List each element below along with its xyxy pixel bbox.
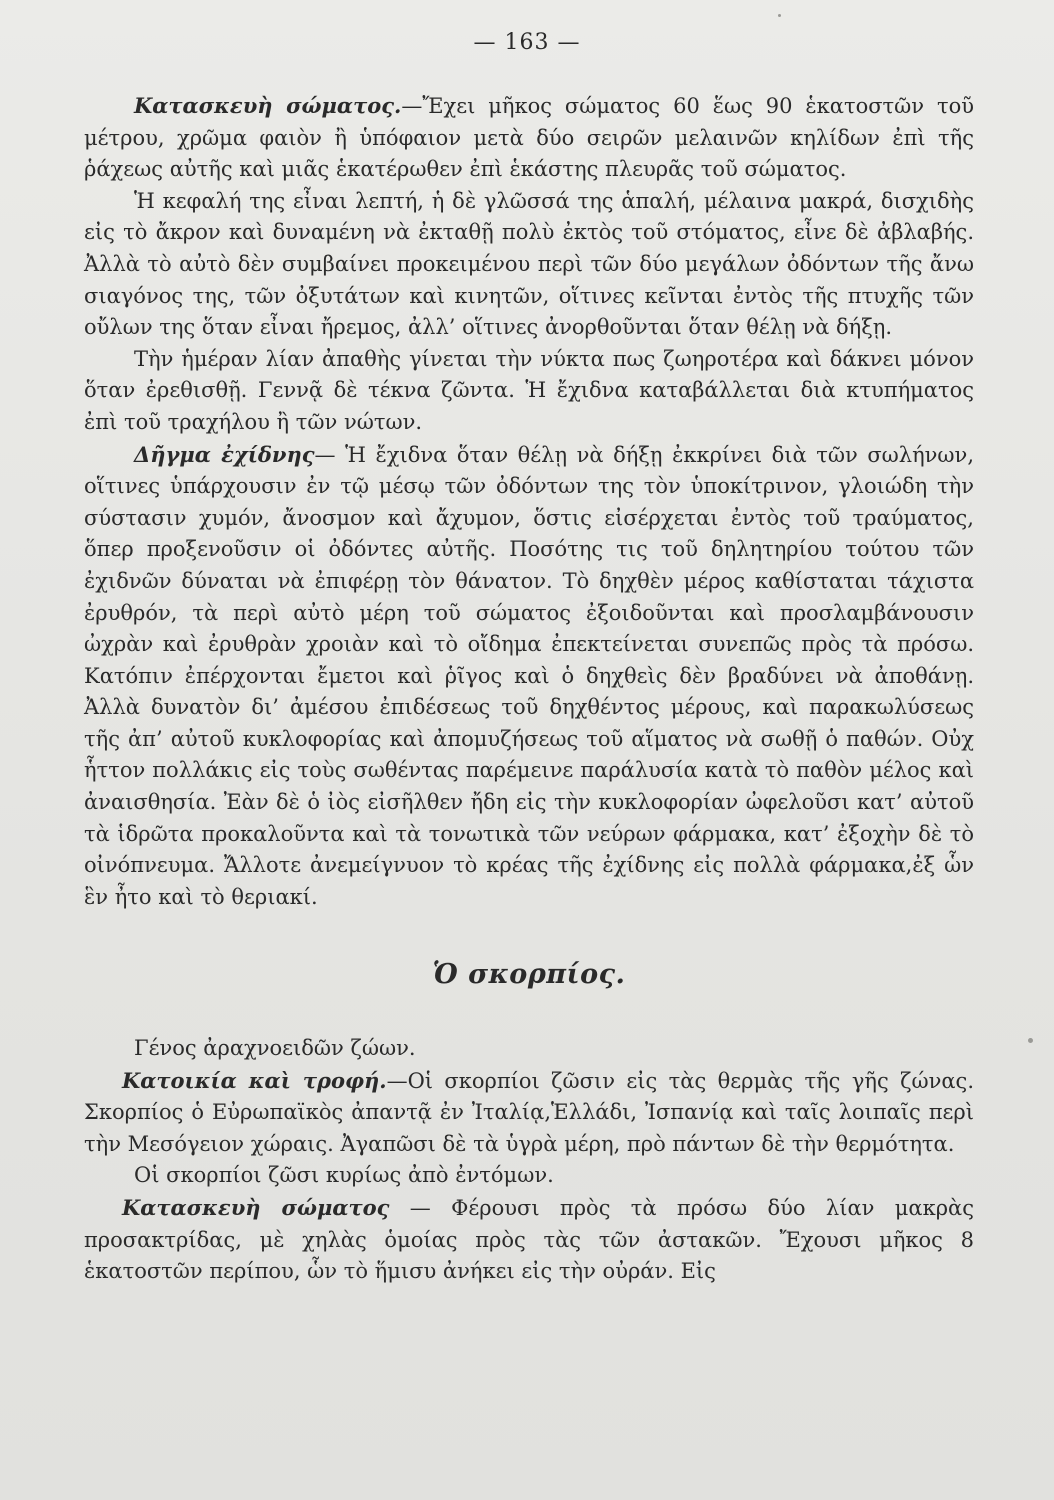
viper-head-paragraph: Ἡ κεφαλή της εἶναι λεπτή, ἡ δὲ γλῶσσά της ἁπαλή, μέλαινα μακρά, δισχιδὴς εἰς τὸ ἄκρον καὶ δυναμένη νὰ ἐκταθῇ πολὺ ἐκτὸς τοῦ στόματος, εἶνε δὲ ἀβλαβής. Ἀλλὰ τὸ αὐτὸ δὲν συμβαίνει προκειμένου περὶ τῶν δύο μεγάλων ὀδόντων τῆς ἄνω σιαγόνος της, τῶν ὀξυτάτων καὶ κινητῶν, οἵτινες κεῖνται ἐντὸς τῆς πτυχῆς τῶν οὔλων της ὅταν εἶναι ἤρεμος, ἀλλ’ οἵτινες ἀνορθοῦνται ὅταν θέλῃ νὰ δήξῃ. bbox=[84, 188, 974, 340]
paper-speck bbox=[1028, 1038, 1033, 1043]
scorpion-body-construction-paragraph bbox=[84, 1192, 974, 1288]
viper-body-construction-paragraph bbox=[84, 90, 974, 186]
scorpion-habitat-paragraph bbox=[84, 1065, 974, 1161]
paragraph-text: —Οἱ σκορπίοι ζῶσιν εἰς τὰς θερμὰς τῆς γῆς ζώνας. Σκορπίος ὁ Εὐρωπαϊκὸς ἀπαντᾷ ἐν Ἰταλίᾳ,Ἑλλάδι, Ἰσπανίᾳ καὶ ταῖς λοιπαῖς περὶ τὴν Μεσόγειον χώραις. Ἀγαπῶσι δὲ τὰ ὑγρὰ μέρη, πρὸ πάντων δὲ τὴν θερμότητα. bbox=[84, 1068, 974, 1156]
viper-bite-paragraph bbox=[84, 439, 974, 914]
paragraph-lead-heading: Κατασκευὴ σώματος bbox=[122, 1195, 390, 1220]
paragraph-text: — Ἡ ἔχιδνα ὅταν θέλῃ νὰ δήξῃ ἐκκρίνει διὰ τῶν σωλήνων, οἵτινες ὑπάρχουσιν ἐν τῷ μέσῳ τῶν ὀδόντων της τὸν ὑποκίτρινον, γλοιώδη τὴν σύστασιν χυμόν, ἄνοσμον καὶ ἄχυμον, ὅστις εἰσέρχεται ἐντὸς τοῦ τραύματος, ὅπερ προξενοῦσιν οἱ ὀδόντες αὐτῆς. Ποσότης τις τοῦ δηλητηρίου τούτου τῶν ἐχιδνῶν δύναται νὰ ἐπιφέρῃ τὸν θάνατον. Τὸ δηχθὲν μέρος καθίσταται τάχιστα ἐρυθρόν, τὰ περὶ αὐτὸ μέρη τοῦ σώματος ἐξοιδοῦνται καὶ προσλαμβάνουσιν ὠχρὰν καὶ ἐρυθρὰν χροιὰν καὶ τὸ οἴδημα ἐπεκτείνεται συνεπῶς πρὸς τὰ πρόσω. Κατόπιν ἐπέρχονται ἔμετοι καὶ ῥῖγος καὶ ὁ δηχθεὶς δὲν βραδύνει νὰ ἀποθάνῃ. Ἀλλὰ δυνατὸν δι’ ἀμέσου ἐπιδέσεως τοῦ δηχθέντος μέρους, καὶ παρακωλύσεως τῆς ἀπ’ αὐτοῦ κυκλοφορίας καὶ ἀπομυζήσεως τοῦ αἵματος νὰ σωθῇ ὁ παθών. Οὐχ ἧττον πολλάκις εἰς τοὺς σωθέντας παρέμεινε παράλυσία κατὰ τὸ παθὸν μέλος καὶ ἀναισθησία. Ἐὰν δὲ ὁ ἰὸς εἰσῆλθεν ἤδη εἰς τὴν κυκλοφορίαν ὠφελοῦσι κατ’ αὐτοῦ τὰ ἱδρῶτα προκαλοῦντα καὶ τὰ τονωτικὰ τῶν νεύρων φάρμακα, κατ’ ἐξοχὴν δὲ τὸ οἰνόπνευμα. Ἄλλοτε ἀνεμείγνυον τὸ κρέας τῆς ἐχίδνης εἰς πολλὰ φάρμακα,ἐξ ὧν ἓν ἦτο καὶ τὸ θεριακί. bbox=[84, 442, 974, 909]
scorpion-food-paragraph: Οἱ σκορπίοι ζῶσι κυρίως ἀπὸ ἐντόμων. bbox=[134, 1163, 554, 1188]
page-number: — 163 — bbox=[473, 30, 581, 55]
paragraph-lead-heading: Κατασκευὴ σώματος. bbox=[134, 93, 402, 118]
paragraph-text: —Ἔχει μῆκος σώματος 60 ἕως 90 ἑκατοστῶν τοῦ μέτρου, χρῶμα φαιὸν ἢ ὑπόφαιον μετὰ δύο σειρῶν μελαινῶν κηλίδων ἐπὶ τῆς ῥάχεως αὐτῆς καὶ μιᾶς ἑκατέρωθεν ἐπὶ ἑκάστης πλευρᾶς τοῦ σώματος. bbox=[84, 94, 974, 182]
page-body bbox=[84, 90, 974, 1288]
section-heading-scorpion: Ὁ σκορπίος. bbox=[432, 959, 626, 991]
paragraph-lead-heading: Δῆγμα ἐχίδνης bbox=[134, 441, 315, 467]
paper-speck bbox=[778, 14, 781, 17]
paragraph-text: — Φέρουσι πρὸς τὰ πρόσω δύο λίαν μακρὰς προσακτρίδας, μὲ χηλὰς ὁμοίας πρὸς τὰς τῶν ἀστακῶν. Ἔχουσι μῆκος 8 ἑκατοστῶν περίπου, ὧν τὸ ἥμισυ ἀνήκει εἰς τὴν οὐράν. Εἰς bbox=[84, 1196, 974, 1284]
paragraph-lead-heading: Κατοικία καὶ τροφή. bbox=[122, 1067, 387, 1093]
viper-day-paragraph: Τὴν ἡμέραν λίαν ἀπαθὴς γίνεται τὴν νύκτα πως ζωηροτέρα καὶ δάκνει μόνον ὅταν ἐρεθισθῇ. Γεννᾷ δὲ τέκνα ζῶντα. Ἡ ἔχιδνα καταβάλλεται διὰ κτυπήματος ἐπὶ τοῦ τραχήλου ἢ τῶν νώτων. bbox=[84, 346, 974, 434]
scorpion-genus-paragraph: Γένος ἀραχνοειδῶν ζώων. bbox=[134, 1036, 416, 1061]
